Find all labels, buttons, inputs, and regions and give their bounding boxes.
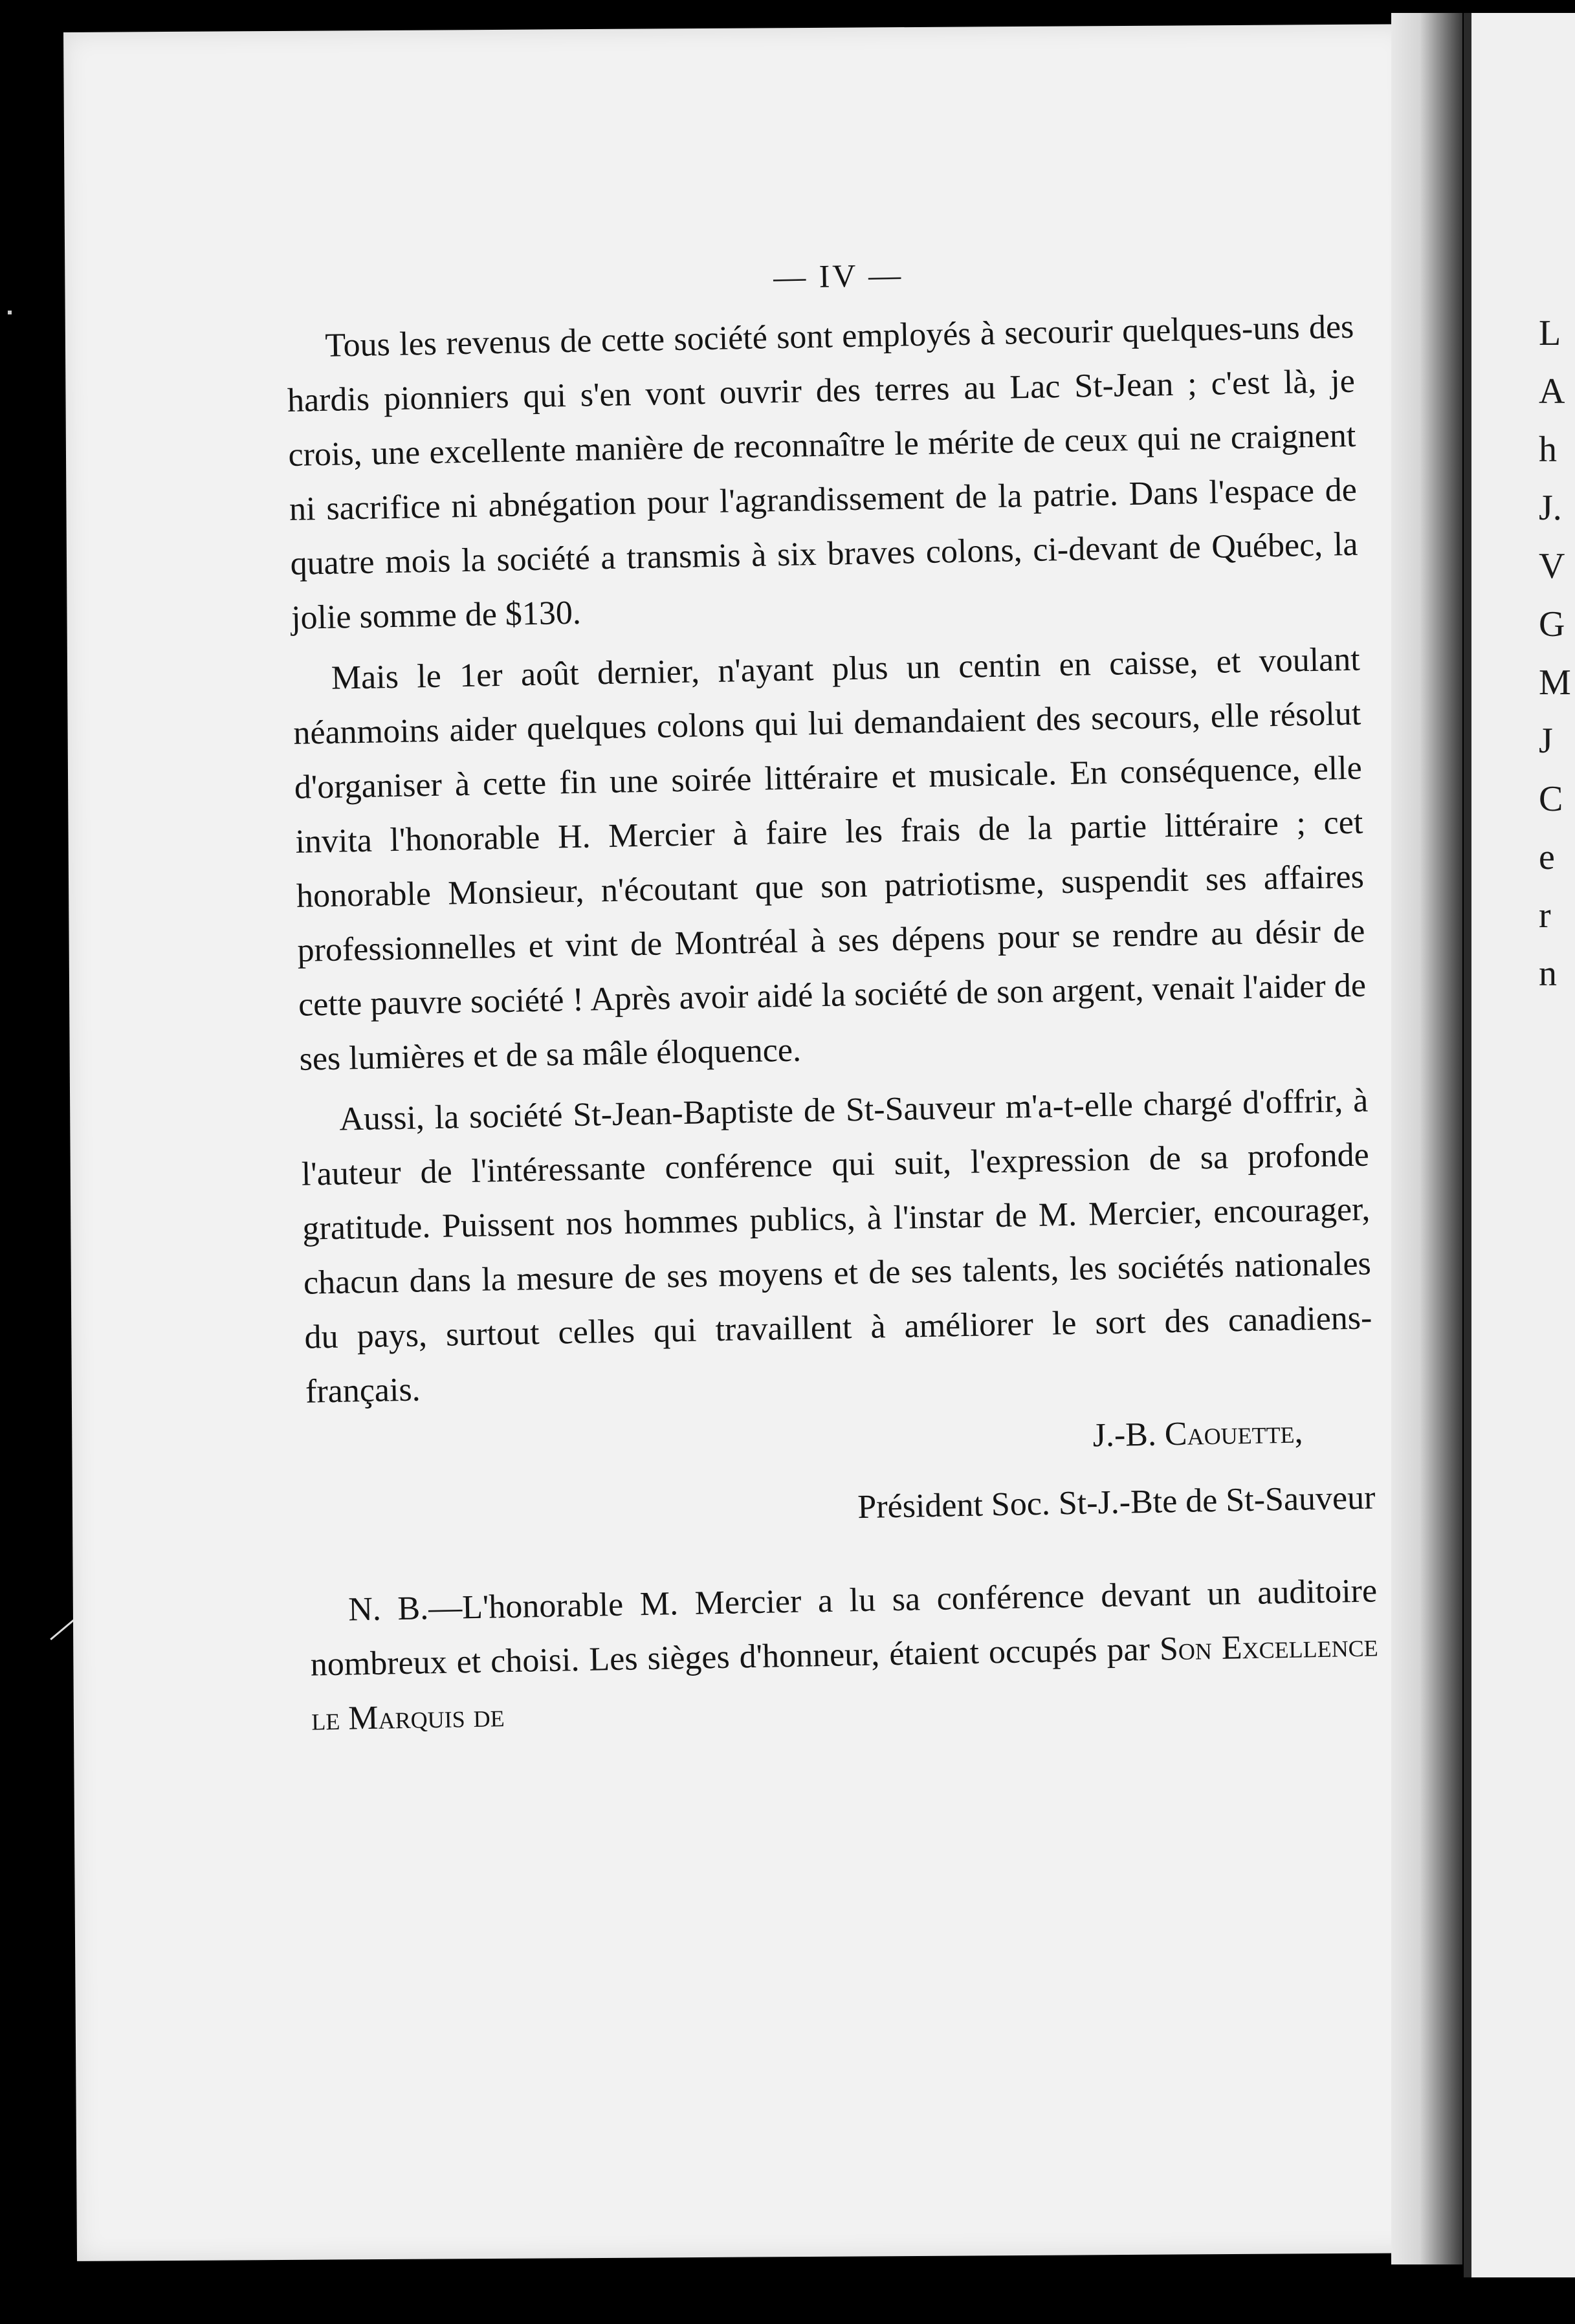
adjacent-letter: J.	[1539, 488, 1562, 528]
adjacent-letter: L	[1539, 313, 1561, 353]
adjacent-page-letters	[1539, 304, 1571, 1003]
adjacent-letter: G	[1539, 604, 1565, 644]
page-gutter	[1391, 13, 1462, 2264]
adjacent-letter: C	[1539, 779, 1563, 819]
adjacent-letter: A	[1539, 371, 1565, 411]
page-number: — IV —	[773, 256, 904, 296]
page-text	[285, 239, 1380, 1747]
adjacent-letter: r	[1539, 895, 1551, 936]
signature-name: J.-B. Caouette,	[1092, 1413, 1304, 1454]
adjacent-letter: M	[1539, 663, 1571, 703]
adjacent-letter: e	[1539, 837, 1555, 877]
nota-bene-small-caps: Son Excellence le Marquis de	[311, 1627, 1379, 1738]
nota-bene-text: N. B.—L'honorable M. Mercier a lu sa conférence devant un auditoire nombreux et choisi. Les sièges d'honneur, étaient occupés par	[310, 1572, 1378, 1683]
signature-title: Président Soc. St-J.-Bte de St-Sauveur	[857, 1479, 1376, 1526]
adjacent-letter: V	[1539, 546, 1565, 586]
adjacent-letter: h	[1539, 430, 1557, 470]
paragraph-gratitude: Aussi, la société St-Jean-Baptiste de St-Sauveur m'a-t-elle chargé d'offrir, à l'auteur de l'intéressante conférence qui suit, l'expression de sa profonde gratitude. Puissent nos hommes publics, à l'instar de M. Mercier, encourager, chacun dans la mesure de ses moyens et de ses talents, les sociétés nationales du pays, surtout celles qui travaillent à améliorer le sort des canadiens-français.	[301, 1082, 1372, 1410]
scan-speck	[8, 311, 12, 314]
paragraph-revenus: Tous les revenus de cette société sont employés à secourir quelques-uns des hardis pionniers qui s'en vont ouvrir des terres au Lac St-Jean ; c'est là, je crois, une excellente manière de reconnaître le mérite de ceux qui ne craignent ni sacrifice ni abnégation pour l'agrandissement de la patrie. Dans l'espace de quatre mois la société a transmis à six braves colons, ci-devant de Québec, la jolie somme de $130.	[287, 308, 1358, 637]
adjacent-letter: J	[1539, 721, 1553, 761]
paragraph-soiree: Mais le 1er août dernier, n'ayant plus un centin en caisse, et voulant néanmoins aider quelques colons qui lui demandaient des secours, elle résolut d'organiser à cette fin une soirée littéraire et musicale. En conséquence, elle invita l'honorable H. Mercier à faire les frais de la partie littéraire ; cet honorable Monsieur, n'écoutant que son patriotisme, suspendit ses affaires professionnelles et vint de Montréal à ses dépens pour se rendre au désir de cette pauvre société ! Après avoir aidé la société de son argent, venait l'aider de ses lumières et de sa mâle éloquence.	[292, 641, 1367, 1078]
nota-bene	[309, 1564, 1380, 1746]
adjacent-letter: n	[1539, 954, 1557, 994]
